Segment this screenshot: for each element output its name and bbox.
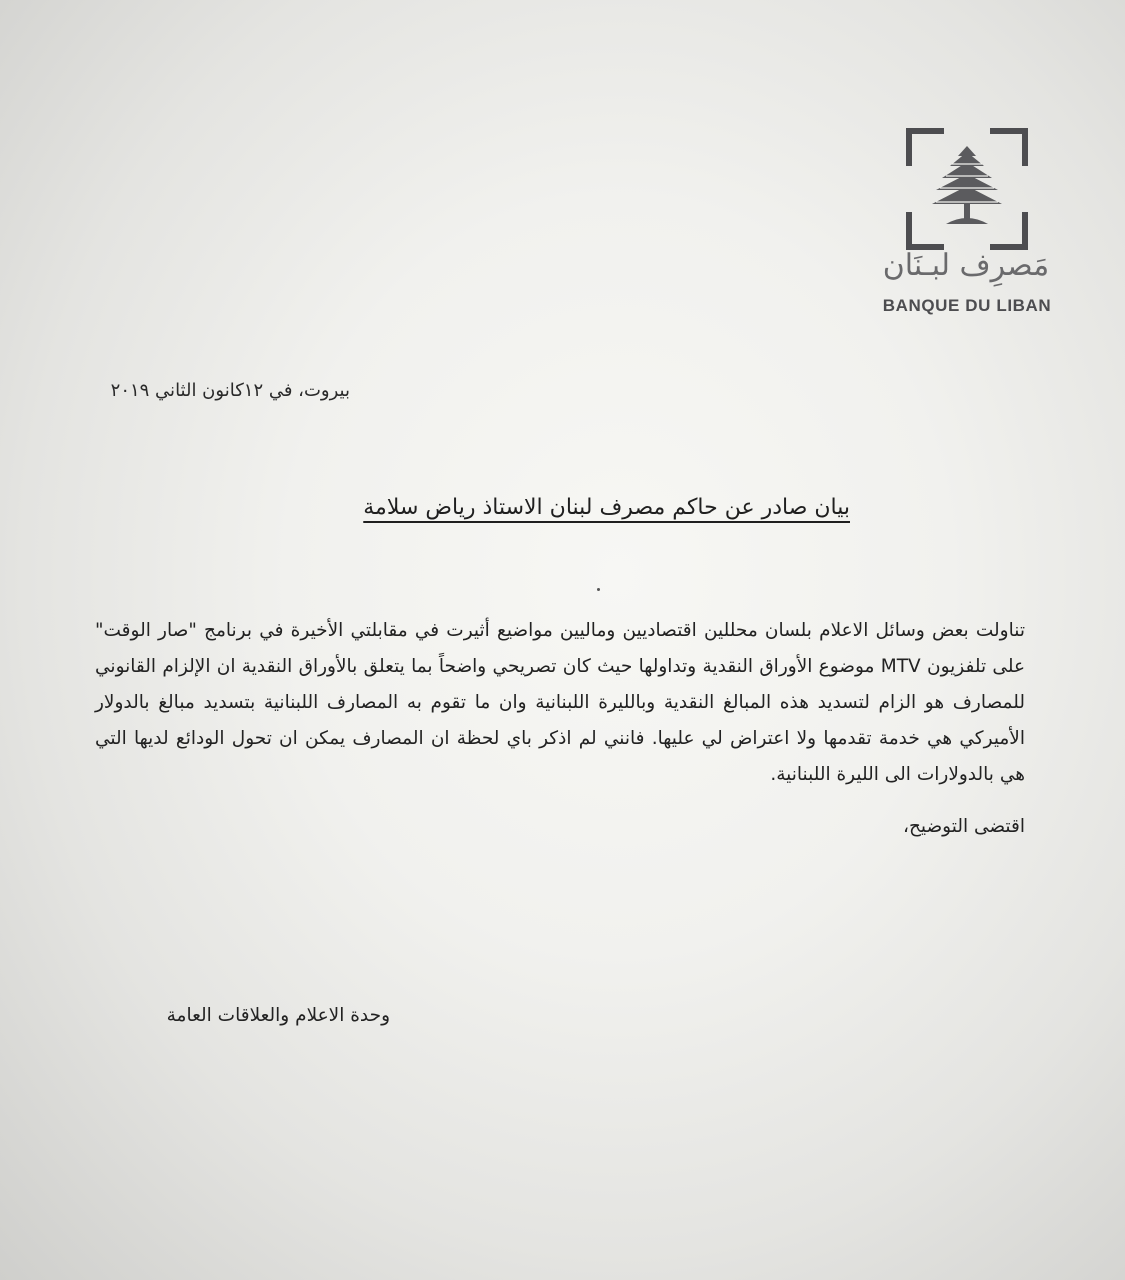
date-line: بيروت، في ١٢كانون الثاني ٢٠١٩: [110, 380, 350, 401]
statement-body: [95, 613, 1025, 799]
bank-name-arabic: مَصرِف لبـنَان: [882, 248, 1050, 283]
statement-title: [250, 495, 850, 520]
bank-logo: [872, 128, 1062, 323]
cedar-tree-icon: [906, 128, 1028, 250]
bank-name-latin: BANQUE DU LIBAN: [882, 296, 1052, 315]
signature-line: وحدة الاعلام والعلاقات العامة: [166, 1005, 390, 1026]
closing-line: اقتضى التوضيح،: [902, 816, 1025, 837]
statement-title-text: بيان صادر عن حاكم مصرف لبنان الاستاذ رياض سلامة: [363, 495, 850, 520]
paper-speck: [597, 588, 600, 591]
body-paragraph: تناولت بعض وسائل الاعلام بلسان محللين اقتصاديين وماليين مواضيع أثيرت في مقابلتي الأخيرة في برنامج "صار الوقت" على تلفزيون MTV موضوع الأوراق النقدية وتداولها حيث كان تصريحي واضحاً بما يتعلق بالأوراق النقدية ان الإلزام القانوني للمصارف هو الزام لتسديد هذه المبالغ النقدية وبالليرة اللبنانية وان ما تقوم به المصارف اللبنانية بتسديد مبالغ بالدولار الأميركي هي خدمة تقدمها ولا اعتراض لي عليها. فانني لم اذكر باي لحظة ان المصارف يمكن ان تحول الودائع لديها التي هي بالدولارات الى الليرة اللبنانية.: [95, 620, 1026, 785]
